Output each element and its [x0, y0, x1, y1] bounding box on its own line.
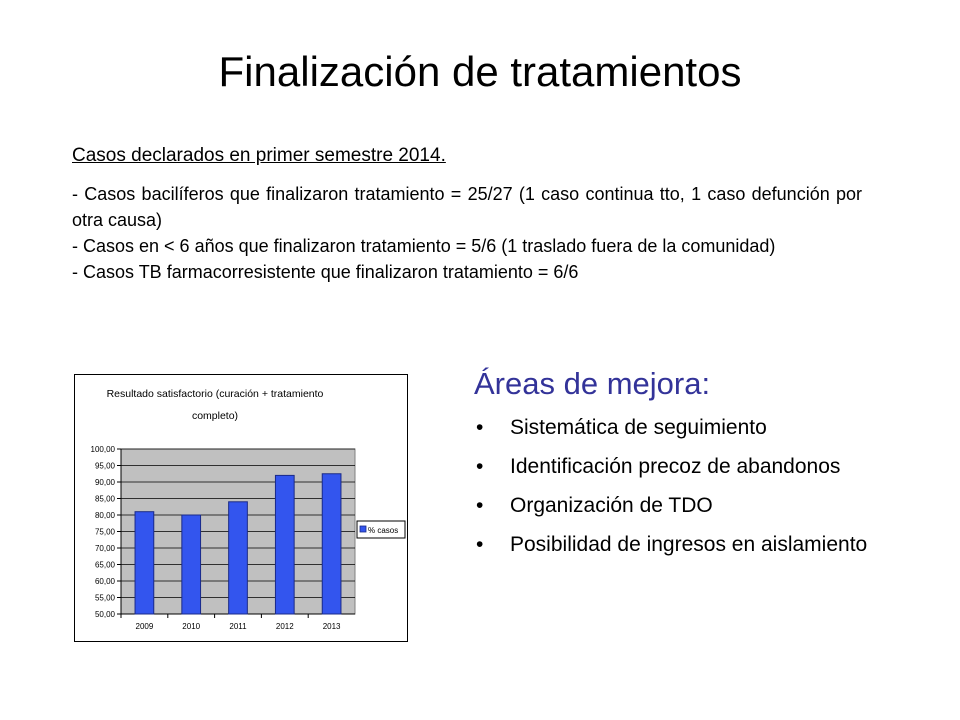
y-tick-label: 55,00 [94, 593, 115, 603]
y-tick-label: 100,00 [90, 445, 115, 454]
improvement-item [474, 531, 914, 558]
improvement-item-text: Organización de TDO [510, 494, 713, 517]
y-tick-label: 95,00 [94, 461, 115, 471]
y-tick-label: 50,00 [94, 610, 115, 619]
cases-subtitle: Casos declarados en primer semestre 2014. [72, 145, 446, 166]
x-tick-label: 2009 [135, 622, 154, 631]
bar-2012 [275, 475, 294, 614]
chart-frame [74, 374, 408, 642]
y-tick-label: 65,00 [94, 560, 115, 570]
y-tick-label: 70,00 [94, 544, 115, 553]
case-line-drug-resistant: - Casos TB farmacorresistente que finalizaron tratamiento = 6/6 [72, 262, 579, 282]
improvement-item [474, 414, 914, 441]
improvement-item-text: Sistemática de seguimiento [510, 416, 767, 439]
bar-2011 [229, 502, 248, 614]
case-line-smear-positive: - Casos bacilíferos que finalizaron tratamiento = 25/27 (1 caso continua tto, 1 caso defunción por otra causa) [72, 184, 862, 230]
cases-list [72, 181, 862, 285]
chart-title-line: Resultado satisfactorio (curación + tratamiento [106, 388, 324, 400]
x-tick-label: 2013 [322, 622, 341, 631]
x-tick-label: 2011 [229, 622, 247, 631]
y-tick-label: 80,00 [94, 511, 115, 520]
y-tick-label: 60,00 [94, 577, 115, 586]
bullet-icon: • [476, 533, 484, 556]
improvement-item [474, 453, 914, 480]
bar-2010 [182, 515, 201, 614]
improvement-list [474, 414, 914, 558]
case-line-under-6: - Casos en < 6 años que finalizaron tratamiento = 5/6 (1 traslado fuera de la comunidad) [72, 236, 776, 256]
legend-label: % casos [368, 526, 399, 535]
bar-2013 [322, 474, 341, 614]
x-tick-label: 2012 [275, 622, 294, 631]
bar-chart [75, 375, 407, 641]
bullet-icon: • [476, 416, 484, 439]
improvement-panel [474, 360, 914, 570]
y-tick-label: 90,00 [94, 478, 115, 487]
y-tick-label: 75,00 [94, 527, 115, 537]
improvement-item [474, 492, 914, 519]
improvement-title: Áreas de mejora: [474, 366, 711, 401]
bar-2009 [135, 512, 154, 614]
y-tick-label: 85,00 [94, 494, 115, 504]
x-tick-label: 2010 [182, 622, 201, 631]
legend-swatch [360, 526, 366, 532]
chart-title-line: completo) [191, 410, 239, 422]
bullet-icon: • [476, 494, 484, 517]
improvement-item-text: Identificación precoz de abandonos [510, 455, 841, 478]
bullet-icon: • [476, 455, 484, 478]
slide-title: Finalización de tratamientos [218, 48, 742, 95]
improvement-item-text: Posibilidad de ingresos en aislamiento [510, 533, 868, 556]
